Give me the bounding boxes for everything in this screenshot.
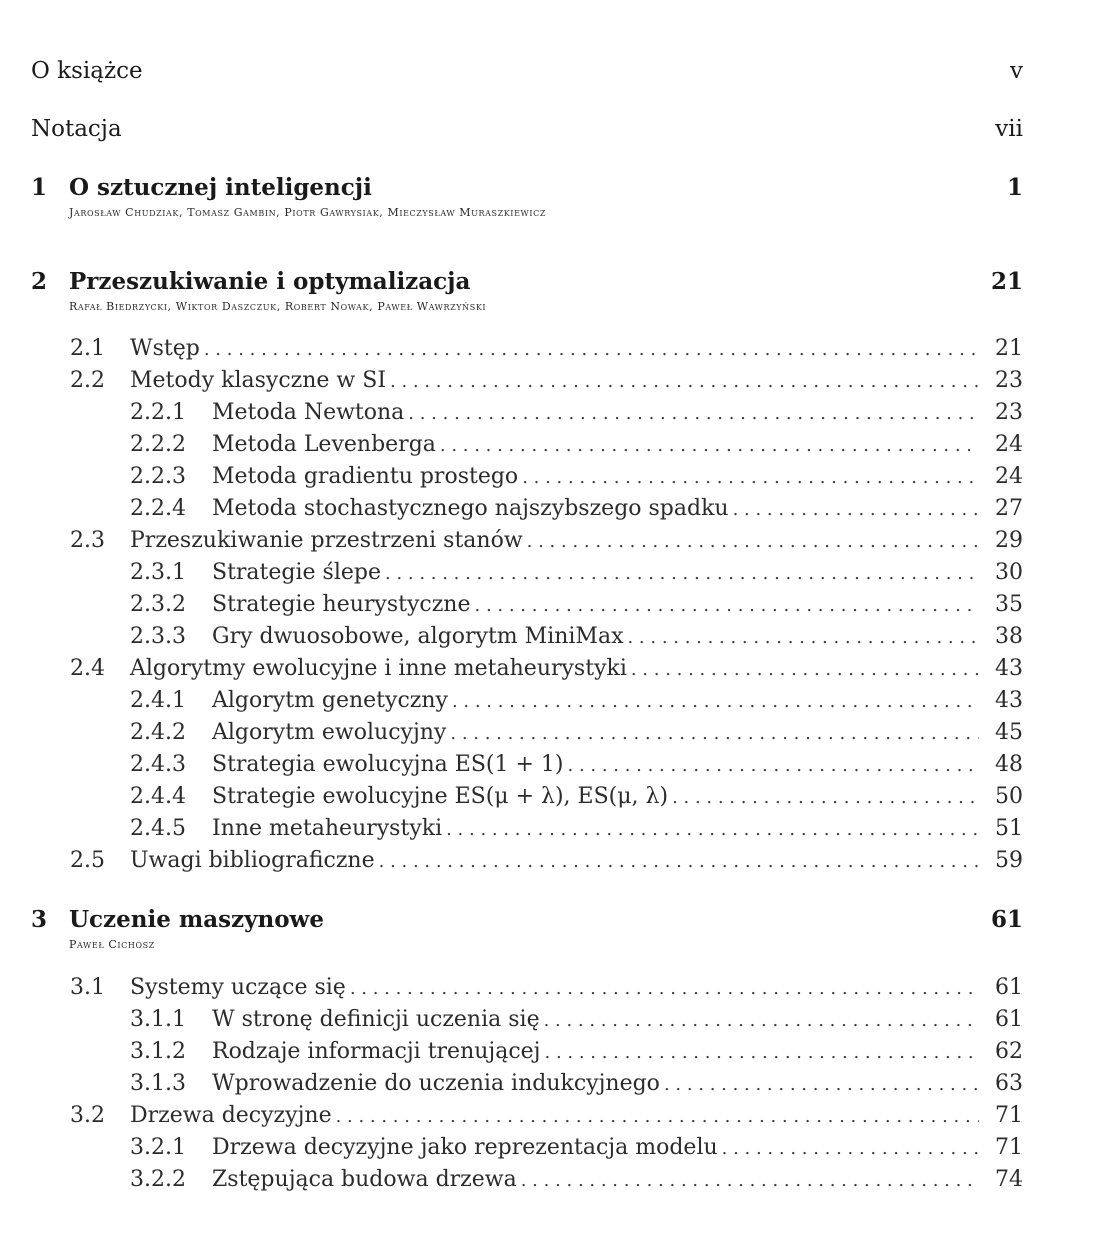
dot-leader (664, 1074, 979, 1095)
section-page: 48 (995, 752, 1023, 777)
section-number: 2.1 (70, 336, 105, 361)
section-page: 62 (995, 1039, 1023, 1064)
toc-subsection-entry[interactable] (130, 752, 1023, 784)
section-title: Algorytm ewolucyjny (212, 720, 447, 745)
chapter-number: 2 (31, 268, 48, 295)
chapter-3 (31, 906, 1023, 952)
section-title: Strategie ewolucyjne ES(μ + λ), ES(μ, λ) (212, 784, 669, 809)
section-title: Algorytm genetyczny (212, 688, 448, 713)
section-title: Zstępująca budowa drzewa (212, 1167, 517, 1192)
section-page: 24 (995, 432, 1023, 457)
section-page: 61 (995, 975, 1023, 1000)
dot-leader (379, 851, 979, 872)
section-number: 2.3.1 (130, 560, 186, 585)
section-title: Metoda stochastycznego najszybszego spadku (212, 496, 729, 521)
section-number: 2.4.5 (130, 816, 186, 841)
toc-subsection-entry[interactable] (130, 784, 1023, 816)
dot-leader (440, 435, 979, 456)
section-number: 2.2.2 (130, 432, 186, 457)
toc-section-entry[interactable] (70, 528, 1023, 560)
dot-leader (475, 595, 980, 616)
entry-page: vii (995, 116, 1023, 142)
section-title: Strategie heurystyczne (212, 592, 471, 617)
section-title: Systemy uczące się (130, 975, 346, 1000)
section-title: Metoda Levenberga (212, 432, 436, 457)
section-number: 2.2.3 (130, 464, 186, 489)
toc-section-entry[interactable] (70, 848, 1023, 880)
section-number: 2.4 (70, 656, 105, 681)
section-number: 2.3.3 (130, 624, 186, 649)
toc-section-entry[interactable] (70, 336, 1023, 368)
toc-subsection-entry[interactable] (130, 592, 1023, 624)
toc-front-entry[interactable] (31, 116, 1023, 150)
dot-leader (446, 819, 979, 840)
chapter-heading[interactable] (31, 174, 1023, 206)
section-page: 27 (995, 496, 1023, 521)
dot-leader (544, 1010, 979, 1031)
dot-leader (627, 627, 979, 648)
dot-leader (521, 1170, 979, 1191)
section-page: 23 (995, 368, 1023, 393)
dot-leader (733, 499, 979, 520)
dot-leader (408, 403, 979, 424)
section-page: 63 (995, 1071, 1023, 1096)
chapter-authors: Rafał Biedrzycki, Wiktor Daszczuk, Robert Nowak, Paweł Wawrzyński (69, 300, 487, 313)
section-title: Wprowadzenie do uczenia indukcyjnego (212, 1071, 660, 1096)
section-title: Gry dwuosobowe, algorytm MiniMax (212, 624, 624, 649)
section-title: Metody klasyczne w SI (130, 368, 387, 393)
section-page: 51 (995, 816, 1023, 841)
chapter-title: Uczenie maszynowe (69, 906, 324, 933)
section-number: 2.4.4 (130, 784, 186, 809)
section-page: 71 (995, 1135, 1023, 1160)
chapter-authors: Jarosław Chudziak, Tomasz Gambin, Piotr Gawrysiak, Mieczysław Muraszkiewicz (69, 206, 546, 219)
toc-subsection-entry[interactable] (130, 400, 1023, 432)
toc-subsection-entry[interactable] (130, 1135, 1023, 1167)
toc-section-entry[interactable] (70, 656, 1023, 688)
chapter-title: Przeszukiwanie i optymalizacja (69, 268, 471, 295)
section-page: 71 (995, 1103, 1023, 1128)
section-number: 2.2.4 (130, 496, 186, 521)
section-number: 2.5 (70, 848, 105, 873)
section-number: 2.3 (70, 528, 105, 553)
section-number: 3.1.2 (130, 1039, 186, 1064)
entry-title: O książce (31, 58, 143, 84)
chapter-heading[interactable] (31, 906, 1023, 938)
section-title: Rodzaje informacji trenującej (212, 1039, 541, 1064)
section-page: 30 (995, 560, 1023, 585)
dot-leader (722, 1138, 979, 1159)
entry-page: v (1010, 58, 1023, 84)
toc-subsection-entry[interactable] (130, 560, 1023, 592)
chapter-2 (31, 268, 1023, 314)
toc-section-entry[interactable] (70, 368, 1023, 400)
dot-leader (545, 1042, 979, 1063)
section-number: 2.2.1 (130, 400, 186, 425)
toc-subsection-entry[interactable] (130, 432, 1023, 464)
section-title: Strategie ślepe (212, 560, 381, 585)
section-page: 61 (995, 1007, 1023, 1032)
chapter-number: 1 (31, 174, 48, 201)
dot-leader (522, 467, 979, 488)
section-number: 2.4.3 (130, 752, 186, 777)
section-number: 2.4.1 (130, 688, 186, 713)
toc-front-entry[interactable] (31, 58, 1023, 92)
section-title: Uwagi bibliograficzne (130, 848, 375, 873)
section-page: 29 (995, 528, 1023, 553)
section-title: Inne metaheurystyki (212, 816, 443, 841)
dot-leader (385, 563, 979, 584)
dot-leader (568, 755, 980, 776)
section-title: Algorytmy ewolucyjne i inne metaheurystyki (130, 656, 627, 681)
section-page: 24 (995, 464, 1023, 489)
section-title: Drzewa decyzyjne jako reprezentacja modelu (212, 1135, 718, 1160)
dot-leader (631, 659, 979, 680)
section-page: 45 (995, 720, 1023, 745)
section-page: 50 (995, 784, 1023, 809)
section-title: Drzewa decyzyjne (130, 1103, 332, 1128)
toc-subsection-entry[interactable] (130, 464, 1023, 496)
section-page: 43 (995, 688, 1023, 713)
toc-subsection-entry[interactable] (130, 496, 1023, 528)
section-title: Metoda gradientu prostego (212, 464, 519, 489)
section-number: 2.3.2 (130, 592, 186, 617)
section-page: 59 (995, 848, 1023, 873)
section-page: 21 (995, 336, 1023, 361)
dot-leader (204, 339, 979, 360)
toc-subsection-entry[interactable] (130, 1167, 1023, 1199)
section-title: Przeszukiwanie przestrzeni stanów (130, 528, 523, 553)
section-title: Strategia ewolucyjna ES(1 + 1) (212, 752, 564, 777)
dot-leader (452, 691, 979, 712)
toc-subsection-entry[interactable] (130, 1071, 1023, 1103)
section-page: 43 (995, 656, 1023, 681)
dot-leader (450, 723, 979, 744)
section-number: 3.2.2 (130, 1167, 186, 1192)
dot-leader (672, 787, 979, 808)
section-number: 2.4.2 (130, 720, 186, 745)
chapter-page: 1 (1006, 174, 1023, 201)
toc-subsection-entry[interactable] (130, 1007, 1023, 1039)
toc-subsection-entry[interactable] (130, 688, 1023, 720)
section-number: 3.2 (70, 1103, 105, 1128)
dot-leader (527, 531, 979, 552)
toc-subsection-entry[interactable] (130, 816, 1023, 848)
section-title: W stronę definicji uczenia się (212, 1007, 540, 1032)
section-number: 3.1.1 (130, 1007, 186, 1032)
section-title: Wstęp (130, 336, 200, 361)
section-page: 23 (995, 400, 1023, 425)
section-page: 38 (995, 624, 1023, 649)
section-number: 3.1.3 (130, 1071, 186, 1096)
section-number: 3.1 (70, 975, 105, 1000)
chapter-page: 61 (990, 906, 1023, 933)
chapter-authors: Paweł Cichosz (69, 938, 155, 951)
chapter-page: 21 (990, 268, 1023, 295)
section-number: 2.2 (70, 368, 105, 393)
toc-section-entry[interactable] (70, 1103, 1023, 1135)
toc-subsection-entry[interactable] (130, 720, 1023, 752)
chapter-title: O sztucznej inteligencji (69, 174, 372, 201)
dot-leader (350, 978, 979, 999)
dot-leader (390, 371, 979, 392)
toc-subsection-entry[interactable] (130, 1039, 1023, 1071)
section-page: 35 (995, 592, 1023, 617)
section-title: Metoda Newtona (212, 400, 405, 425)
section-page: 74 (995, 1167, 1023, 1192)
chapter-number: 3 (31, 906, 48, 933)
toc-subsection-entry[interactable] (130, 624, 1023, 656)
section-number: 3.2.1 (130, 1135, 186, 1160)
chapter-1 (31, 174, 1023, 220)
toc-section-entry[interactable] (70, 975, 1023, 1007)
entry-title: Notacja (31, 116, 122, 142)
dot-leader (336, 1106, 979, 1127)
chapter-heading[interactable] (31, 268, 1023, 300)
